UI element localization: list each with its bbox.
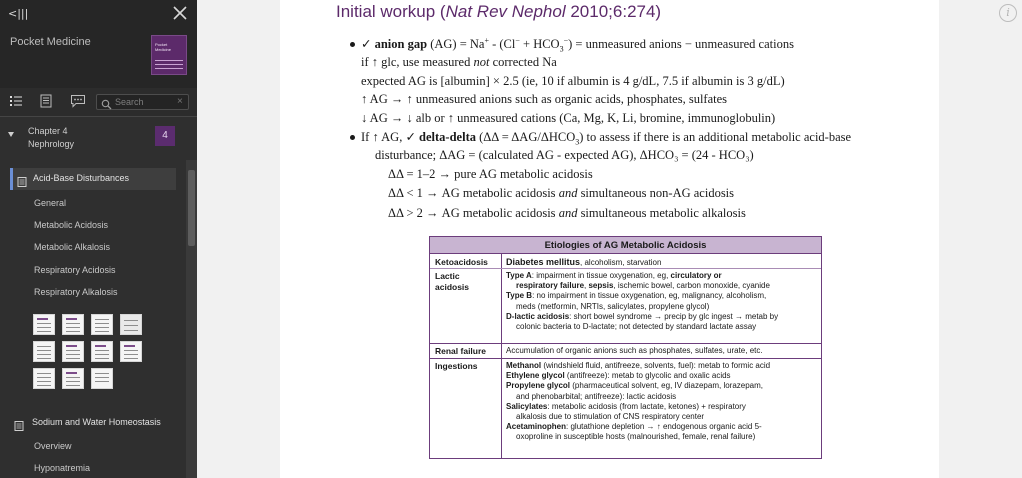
glucose-line: if ↑ glc, use measured not corrected Na	[361, 55, 557, 69]
book-page	[280, 0, 939, 478]
row-divider	[430, 343, 821, 344]
sub-item-hyponatremia[interactable]: Hyponatremia	[34, 463, 91, 473]
row-label-lactic-acidosis: Lactic acidosis	[435, 271, 470, 292]
row-label-renal-failure: Renal failure	[435, 346, 487, 356]
sub-item-respiratory-acidosis[interactable]: Respiratory Acidosis	[34, 265, 116, 275]
anion-gap-line: ✓ anion gap $(AG) = Na^+ - (Cl^- + HCO_3^-)$ = unmeasured anions − unmeasured cations	[361, 36, 794, 54]
library-back-button[interactable]: <|||	[8, 7, 29, 20]
etiologies-table	[429, 236, 822, 459]
comments-icon[interactable]	[70, 94, 88, 110]
close-icon[interactable]	[170, 3, 190, 23]
caret-down-icon	[8, 132, 14, 137]
row-label-ingestions: Ingestions	[435, 361, 478, 371]
search-input[interactable]	[115, 96, 175, 108]
table-title: Etiologies of AG Metabolic Acidosis	[430, 237, 821, 254]
bullet	[350, 42, 355, 47]
cell-ingestions: Methanol (windshield fluid, antifreeze, solvents, fuel): metab to formic acid Ethylene glycol (antifreeze): metab to glycolic and oxalic acids Propylene glycol (pharmaceutical solvent, eg, IV diazepam, lorazepam, and phenobarbital; antifreeze): lactic acidosis Salicylates: metabolic acidosis (from lactate, ketones) + respiratory alkalosis due to stimulation of CNS respiratory center Acetaminophen: glutathione depletion → ↑ endogenous organic acid 5- oxoproline in susceptible hosts (malnourished, female, renal failure)	[506, 361, 771, 442]
sidebar-divider	[0, 116, 197, 117]
delta-low-line: ΔΔ < 1 → AG metabolic acidosis and simultaneous non-AG acidosis	[388, 186, 735, 200]
chapter-toggle[interactable]	[0, 122, 186, 154]
page-thumbnails	[33, 314, 143, 390]
page-thumbnail[interactable]	[62, 314, 84, 335]
sidebar-scrollbar-thumb[interactable]	[188, 170, 195, 246]
page-thumbnail[interactable]	[62, 368, 84, 389]
section-label: Acid-Base Disturbances	[33, 173, 130, 183]
sub-item-overview[interactable]: Overview	[34, 441, 72, 451]
delta-definition-line: disturbance; ΔAG = (calculated AG - expected AG), ΔHCO₃ = (24 - HCO₃)	[375, 148, 754, 162]
sub-item-general[interactable]: General	[34, 198, 67, 208]
row-divider	[430, 268, 821, 269]
cover-line	[155, 64, 183, 65]
page-thumbnail[interactable]	[120, 341, 142, 362]
page-thumbnail[interactable]	[33, 314, 55, 335]
sidebar	[0, 0, 197, 478]
section-label: Sodium and Water Homeostasis	[32, 417, 161, 427]
delta-pure-line: ΔΔ = 1–2 → pure AG metabolic acidosis	[388, 167, 593, 181]
book-cover-title: Pocket Medicine	[155, 42, 172, 52]
book-cover-image	[151, 35, 187, 75]
delta-high-line: ΔΔ > 2 → AG metabolic acidosis and simultaneous metabolic alkalosis	[388, 206, 746, 220]
toc-list-icon[interactable]	[9, 94, 27, 110]
delta-delta-line: If ↑ AG, ✓ delta-delta (ΔΔ = ΔAG/$\Delta HCO_3$) to assess if there is an additional metabolic acid-base	[361, 130, 852, 147]
chapter-badge: 4	[155, 126, 175, 146]
expected-ag-line: expected AG is [albumin] × 2.5 (ie, 10 if albumin is 4 g/dL, 7.5 if albumin is 3 g/dL)	[361, 74, 785, 88]
chapter-number: Chapter 4	[28, 126, 68, 136]
search-box	[96, 94, 189, 110]
row-label-ketoacidosis: Ketoacidosis	[435, 257, 488, 267]
page-thumbnail[interactable]	[91, 314, 113, 335]
cell-ketoacidosis: Diabetes mellitus, alcoholism, starvation	[506, 257, 662, 267]
section-doc-icon	[17, 174, 27, 192]
row-divider	[430, 358, 821, 359]
sub-item-respiratory-alkalosis[interactable]: Respiratory Alkalosis	[34, 287, 118, 297]
book-title: Pocket Medicine	[10, 36, 91, 48]
sidebar-toolbar	[0, 88, 197, 116]
sidebar-header	[0, 0, 197, 88]
table-column-divider	[501, 254, 502, 458]
page-thumbnail[interactable]	[91, 368, 113, 389]
clear-search-icon[interactable]: ×	[177, 96, 183, 107]
page-notes-icon[interactable]	[39, 94, 57, 110]
page-thumbnail[interactable]	[33, 368, 55, 389]
page-thumbnail[interactable]	[62, 341, 84, 362]
search-icon	[101, 97, 112, 115]
page-thumbnail[interactable]	[91, 341, 113, 362]
info-icon[interactable]: i	[999, 4, 1017, 22]
section-doc-icon	[14, 418, 24, 436]
chapter-name: Nephrology	[28, 139, 75, 149]
page-heading: Initial workup (Nat Rev Nephol 2010;6:274)	[336, 2, 662, 21]
cell-lactic-acidosis: Type A: impairment in tissue oxygenation, eg, circulatory or respiratory failure, sepsis, ischemic bowel, carbon monoxide, cyanide Type B: no impairment in tissue oxygenation, eg, malignancy, alcoholism, meds (metformin, NRTIs, salicylates, propylene glycol) D-lactic acidosis: short bowel syndrome → precip by glc ingest → metab by colonic bacteria to D-lactate; not detected by standard lactate assay	[506, 271, 779, 332]
page-thumbnail[interactable]	[33, 341, 55, 362]
section-acid-base[interactable]	[10, 168, 176, 190]
bullet	[350, 135, 355, 140]
sub-item-metabolic-alkalosis[interactable]: Metabolic Alkalosis	[34, 242, 111, 252]
cover-line	[155, 60, 183, 61]
page-thumbnail[interactable]	[120, 314, 142, 335]
cell-renal-failure: Accumulation of organic anions such as phosphates, sulfates, urate, etc.	[506, 346, 763, 355]
high-ag-line: ↑ AG → ↑ unmeasured anions such as organic acids, phosphates, sulfates	[361, 92, 728, 106]
sub-item-metabolic-acidosis[interactable]: Metabolic Acidosis	[34, 220, 109, 230]
cover-line	[155, 68, 183, 69]
section-sodium-water[interactable]	[12, 414, 182, 432]
low-ag-line: ↓ AG → ↓ alb or ↑ unmeasured cations (Ca, Mg, K, Li, bromine, immunoglobulin)	[361, 111, 776, 125]
reader-area	[197, 0, 1022, 478]
